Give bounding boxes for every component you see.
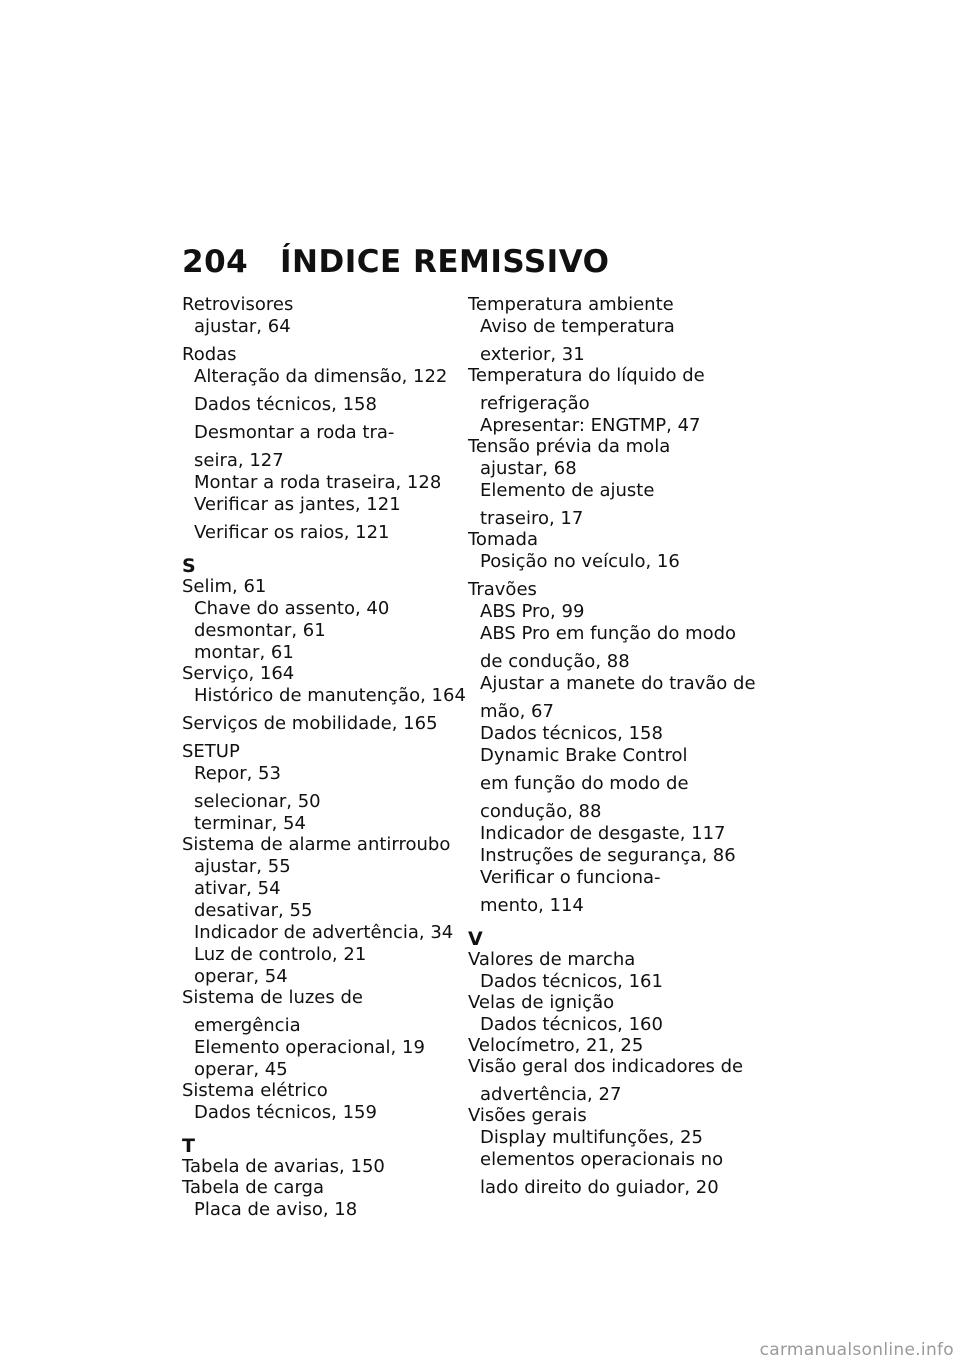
index-entry: SETUP	[182, 741, 240, 762]
index-entry: Retrovisores	[182, 294, 294, 315]
index-entry: Serviço, 164	[182, 663, 295, 684]
index-subentry: Verificar o funciona-	[480, 867, 661, 888]
index-subentry: montar, 61	[194, 642, 294, 663]
index-subentry: Dados técnicos, 161	[480, 971, 663, 992]
index-subentry: Histórico de manutenção, 164	[194, 685, 466, 706]
index-subentry: Verificar os raios, 121	[194, 522, 390, 543]
index-entry: Selim, 61	[182, 576, 267, 597]
index-subentry: selecionar, 50	[194, 791, 321, 812]
index-subentry: Verificar as jantes, 121	[194, 494, 401, 515]
index-subentry: Dados técnicos, 160	[480, 1014, 663, 1035]
index-subentry: Instruções de segurança, 86	[480, 845, 736, 866]
index-subentry: Posição no veículo, 16	[480, 551, 680, 572]
index-entry: Travões	[468, 579, 537, 600]
index-subentry: ativar, 54	[194, 878, 281, 899]
index-subentry: emergência	[194, 1015, 301, 1036]
watermark-text: carmanualsonline.info	[759, 1340, 954, 1360]
index-subentry: em função do modo de	[480, 773, 689, 794]
index-subentry: Montar a roda traseira, 128	[194, 472, 442, 493]
index-subentry: advertência, 27	[480, 1084, 622, 1105]
index-subentry: Desmontar a roda tra-	[194, 422, 395, 443]
index-entry: Temperatura ambiente	[468, 294, 674, 315]
index-subentry: Aviso de temperatura	[480, 316, 675, 337]
index-letter-heading: T	[182, 1135, 195, 1157]
page-header	[182, 244, 610, 280]
index-subentry: operar, 54	[194, 966, 288, 987]
index-entry: Visão geral dos indicadores de	[468, 1056, 744, 1077]
index-subentry: Dados técnicos, 158	[194, 394, 377, 415]
index-subentry: Dados técnicos, 159	[194, 1102, 377, 1123]
index-subentry: Ajustar a manete do travão de	[480, 673, 756, 694]
index-subentry: de condução, 88	[480, 651, 630, 672]
index-letter-heading: V	[468, 928, 483, 950]
index-entry: Tomada	[468, 529, 538, 550]
index-subentry: mão, 67	[480, 701, 554, 722]
index-entry: Tabela de carga	[182, 1177, 324, 1198]
index-subentry: Indicador de advertência, 34	[194, 922, 454, 943]
index-subentry: ajustar, 64	[194, 316, 291, 337]
index-subentry: ajustar, 55	[194, 856, 291, 877]
index-subentry: traseiro, 17	[480, 508, 584, 529]
page-number: 204	[182, 244, 249, 280]
index-subentry: Repor, 53	[194, 763, 281, 784]
index-entry: Sistema elétrico	[182, 1080, 328, 1101]
index-entry: Sistema de luzes de	[182, 987, 363, 1008]
index-subentry: refrigeração	[480, 393, 590, 414]
index-subentry: Display multifunções, 25	[480, 1127, 703, 1148]
index-subentry: exterior, 31	[480, 344, 585, 365]
index-letter-heading: S	[182, 555, 196, 577]
index-subentry: Apresentar: ENGTMP, 47	[480, 415, 701, 436]
index-subentry: Dados técnicos, 158	[480, 723, 663, 744]
index-subentry: Dynamic Brake Control	[480, 745, 688, 766]
index-entry: Tabela de avarias, 150	[182, 1156, 385, 1177]
index-entry: Velas de ignição	[468, 992, 615, 1013]
index-entry: Rodas	[182, 344, 237, 365]
index-subentry: condução, 88	[480, 801, 602, 822]
index-subentry: ABS Pro, 99	[480, 601, 585, 622]
index-entry: Temperatura do líquido de	[468, 365, 705, 386]
index-entry: Visões gerais	[468, 1105, 587, 1126]
index-entry: Tensão prévia da mola	[468, 436, 671, 457]
index-entry: Valores de marcha	[468, 949, 636, 970]
page-title: ÍNDICE REMISSIVO	[280, 244, 610, 280]
index-subentry: desativar, 55	[194, 900, 313, 921]
index-subentry: ABS Pro em função do modo	[480, 623, 737, 644]
index-subentry: ajustar, 68	[480, 458, 577, 479]
index-subentry: Alteração da dimensão, 122	[194, 366, 448, 387]
index-entry: Velocímetro, 21, 25	[468, 1035, 644, 1056]
index-subentry: Elemento de ajuste	[480, 480, 655, 501]
index-subentry: Placa de aviso, 18	[194, 1199, 358, 1220]
index-column-left	[182, 294, 472, 1220]
index-subentry: Indicador de desgaste, 117	[480, 823, 726, 844]
index-subentry: operar, 45	[194, 1059, 288, 1080]
index-subentry: Elemento operacional, 19	[194, 1037, 425, 1058]
index-subentry: mento, 114	[480, 895, 584, 916]
index-subentry: seira, 127	[194, 450, 284, 471]
index-subentry: Luz de controlo, 21	[194, 944, 367, 965]
index-subentry: desmontar, 61	[194, 620, 326, 641]
index-entry: Serviços de mobilidade, 165	[182, 713, 438, 734]
index-subentry: terminar, 54	[194, 813, 306, 834]
index-subentry: Chave do assento, 40	[194, 598, 390, 619]
index-subentry: lado direito do guiador, 20	[480, 1177, 719, 1198]
index-entry: Sistema de alarme antirroubo	[182, 834, 451, 855]
index-column-right	[468, 294, 758, 1198]
index-subentry: elementos operacionais no	[480, 1149, 724, 1170]
